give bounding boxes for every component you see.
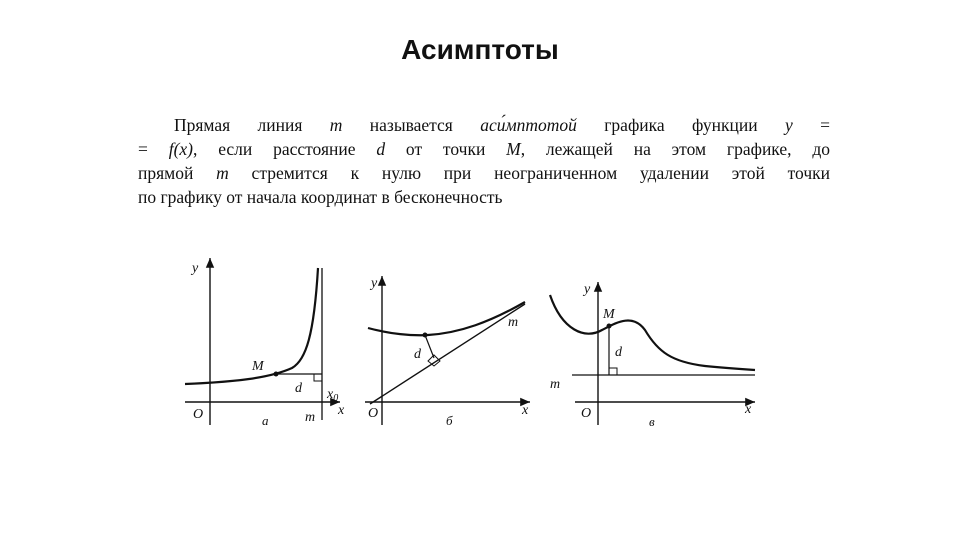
text-fragment: = — [138, 139, 169, 159]
x-label: x — [745, 402, 752, 417]
line-label: m — [550, 377, 561, 392]
caption: б — [446, 413, 453, 428]
var-m: m — [329, 115, 343, 135]
x0-label — [326, 387, 338, 404]
point-M — [607, 324, 612, 329]
var-m: m — [216, 163, 229, 183]
text-fragment: называется — [342, 115, 481, 135]
origin-label: O — [193, 407, 204, 422]
distance-segment — [425, 335, 434, 358]
point-label: M — [252, 359, 264, 374]
definition-line-4: по графику от начала координат в бесконечность — [138, 187, 503, 207]
caption: а — [262, 413, 269, 428]
term-asymptote: аси́мптотой — [480, 115, 577, 135]
origin-label: O — [368, 406, 379, 421]
x-label: x — [338, 403, 345, 418]
distance-label: d — [295, 381, 302, 396]
var-y: y — [784, 115, 793, 135]
distance-label: d — [615, 345, 622, 360]
text-fragment: стремится к нулю при неограниченном удалении этой точки — [228, 163, 830, 183]
x-label: x — [522, 403, 529, 418]
var-d: d — [376, 139, 386, 159]
text-fragment: , если расстояние — [193, 139, 377, 159]
text-fragment: , лежащей на этом графике, до — [520, 139, 830, 159]
line-label: m — [305, 410, 316, 425]
x0-sub: 0 — [333, 393, 339, 404]
right-angle-mark — [314, 374, 322, 381]
figure-b — [365, 276, 530, 428]
origin-label: O — [581, 406, 592, 421]
point-M — [274, 372, 279, 377]
slide-title: Асимптоты — [401, 34, 559, 65]
y-label: y — [584, 282, 591, 297]
line-label: m — [508, 315, 519, 330]
distance-label: d — [414, 347, 421, 362]
var-M: M — [506, 139, 521, 159]
right-angle-mark — [609, 368, 617, 375]
figure-c — [550, 282, 755, 429]
x0-base: x — [327, 387, 334, 402]
var-fx: f(x) — [168, 139, 193, 159]
text-fragment: = — [792, 115, 830, 135]
point-M — [423, 333, 428, 338]
text-fragment: прямой — [138, 163, 217, 183]
asymptote-line-m — [370, 304, 525, 404]
text-fragment: Прямая линия — [174, 115, 330, 135]
point-label: M — [603, 307, 615, 322]
figure-a — [185, 258, 345, 428]
y-label: y — [371, 276, 378, 291]
caption: в — [649, 414, 655, 429]
y-label: y — [192, 261, 199, 276]
text-fragment: графика функции — [576, 115, 785, 135]
text-fragment: от точки — [385, 139, 507, 159]
function-curve — [550, 295, 755, 370]
